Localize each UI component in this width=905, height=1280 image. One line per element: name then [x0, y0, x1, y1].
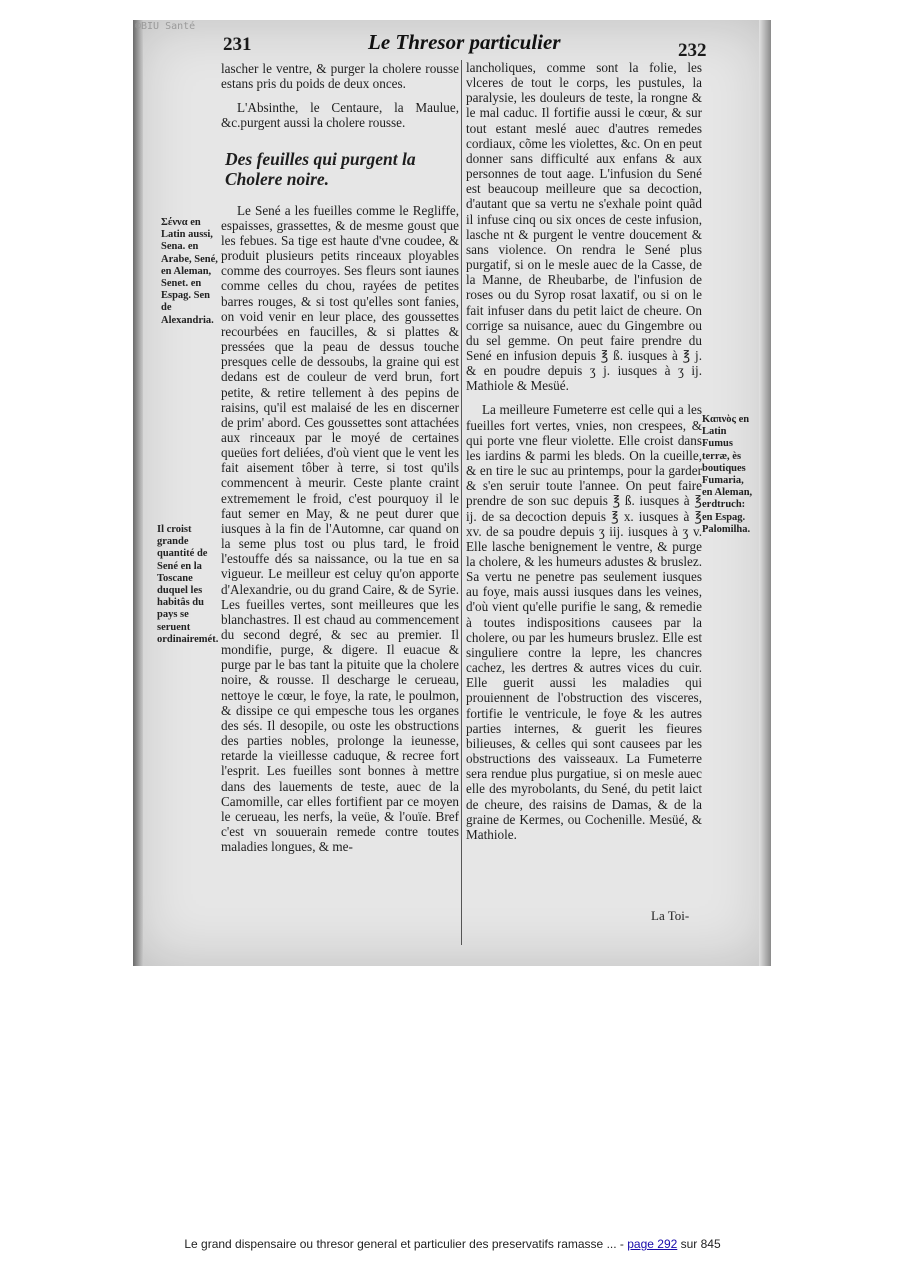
book-gutter-shadow — [133, 20, 143, 966]
margin-note-sene-names: Σέννα en Latin aussi, Sena. en Arabe, Sené, en Aleman, Senet. en Espag. Sen de Alexandria. — [161, 217, 218, 326]
margin-note-fumeterre-names: Καπνὸς en Latin Fumus terræ, ès boutiques Fumaria, en Aleman, erdtruch: en Espag. Palomilha. — [702, 414, 753, 535]
paragraph-sene: Le Sené a les fueilles comme le Regliffe, espaisses, grassettes, & de mesme goust que les febues. Sa tige est haute d'vne coudee, & produit plusieurs petits rinceaux ployables comme des courroyes. Ses fleurs sont iaunes comme celles du chou, rayées de petites barres rouges, & si tost qu'elles sont fanies, on void venir en leur place, des goussettes recourbées en faucilles, & si plattes & pressées que la peau de dessus touche presques celle de dessoubs, la graine qui est dedans est de couleur de verd brun, fort petite, & retire tellement à des pepins de raisins, qu'il est malaisé de les en discerner de prim' abord. Ces goussettes sont attachées aux rinceaux par le moyé de certaines queües fort deliées, d'où vient que le vent les fait aisement tôber à terre, si tost qu'ils commencent à meurir. Ceste plante craint extremement le froid, c'est pourquoy il le faut semer en May, & ne peut durer que iusques à la fin de l'Automne, car quand on la seme plus tost ou plus tard, le froid l'estouffe dés sa naissance, ou la tue en sa vigueur. Le meilleur est celuy qu'on apporte d'Alexandrie, ou du grand Caire, & de Syrie. Les fueilles vertes, sont meilleures que les blanchastres. Il est chaud au commencement du second degré, & sec au premier. Il mondifie, purge, & digere. Il euacue & purge par le bas tant la pituite que la cholere noire, & rousse. Il descharge le cerueau, nettoye le cœur, le foye, la rate, le poulmon, & dissipe ce qui empesche tous les organes des sés. Il desopile, ou oste les obstructions des parties nobles, prolonge la ieunesse, retarde la vieillesse caduque, & recree fort l'esprit. Les fueilles sont bonnes à mettre dans des lauements de teste, auec de la Camomille, car elles fortifient par ce moyen le cerueau, les nerfs, la veüe, & l'ouïe. Bref c'est vn souuerain remede contre toutes maladies longues, & me- — [221, 202, 459, 855]
document-caption — [0, 1237, 905, 1251]
running-title: Le Thresor particulier — [368, 30, 561, 54]
caption-suffix: sur 845 — [677, 1237, 721, 1251]
library-watermark: ©BIU Santé — [135, 21, 196, 32]
scanned-page — [133, 20, 771, 966]
catchword: La Toi- — [651, 908, 690, 923]
page-header — [133, 28, 771, 61]
left-text-column — [221, 61, 459, 854]
paragraph: lascher le ventre, & purger la cholere rousse estans pris du poids de deux onces. — [221, 61, 459, 92]
column-divider — [461, 60, 462, 945]
page-edge-shadow — [759, 20, 771, 966]
page-number-left: 231 — [223, 34, 252, 55]
paragraph: lancholiques, comme sont la folie, les vlceres de tout le corps, les pustules, la paralysie, les douleurs de teste, la rongne & le mal caduc. Il fortifie aussi le cœur, & sur tout estant meslé auec d'autres remedes cordiaux, cõme les violettes, &c. On en peut donner sans difficulté aux enfans & aux personnes de tout aage. L'infusion du Sené est beaucoup meilleure que sa decoction, d'autant que sa vertu ne s'exhale point quãd il infuse cinq ou six onces de ceste infusion, lasche nt & purgent le ventre doucement & sans violence. On rendra le Sené plus purgatif, si on le mesle auec de la Casse, de la Manne, de Rheubarbe, de l'infusion de roses ou du Syrop rosat laxatif, ou si on le fait infuser dans du petit laict de cheure. On corrige sa nuisance, auec du Gingembre ou du sel gemme. On peut faire prendre du Sené en infusion depuis ℥ ß. iusques à ℥ j. & en poudre depuis ʒ j. iusques à ʒ ij. Mathiole & Mesüé. — [466, 60, 702, 394]
page-number-right: 232 — [678, 40, 707, 61]
paragraph: L'Absinthe, le Centaure, la Maulue, &c.purgent aussi la cholere rousse. — [221, 100, 459, 131]
caption-prefix: Le grand dispensaire ou thresor general et particulier des preservatifs ramasse ... - — [184, 1237, 628, 1251]
page-link[interactable]: page 292 — [627, 1237, 678, 1251]
section-heading: Des feuilles qui purgent la Cholere noire. — [225, 148, 416, 189]
paragraph-fumeterre: La meilleure Fumeterre est celle qui a les fueilles fort vertes, vnies, non crespees, & qui porte vne fleur violette. Elle croist dans les iardins & parmi les bleds. On la cueille, & en tire le suc au printemps, pour la garder & s'en seruir toute l'annee. On peut faire prendre de son suc depuis ℥ ß. iusques à ℥ ij. de sa decoction depuis ℥ x. iusques à ℥ xv. de sa poudre depuis ʒ iij. iusques à ʒ v. Elle lasche benignement le ventre, & purge la cholere, & les humeurs adustes & bruslez. Sa vertu ne penetre pas seulement iusques au foye, mais aussi iusques dans les veines, d'où vient qu'elle purifie le sang, & remedie à toutes indispositions causees par la cholere, ou par les humeurs bruslez. Elle est singuliere contre la lepre, les chancres cachez, les dertres & autres vices du cuir. Elle guerit aussi les maladies qui prouiennent de l'obstruction des visceres, fortifie le ventricule, le foye & les autres parties internes, & guerit les fieures bilieuses, & celles qui sont causees par les obstructions des vaisseaux. La Fumeterre sera rendue plus purgatiue, si on mesle auec elle des myrobolants, du Sené, du petit laict de cheure, des raisins de Damas, & de la graine de Kermes, ou Cochenille. Mesüé, & Mathiole. — [466, 402, 702, 842]
right-text-column — [466, 60, 702, 842]
margin-note-sene-toscane: Il croist grande quantité de Sené en la Toscane duquel les habitâs du pays se seruent ordinairemét. — [157, 524, 219, 645]
